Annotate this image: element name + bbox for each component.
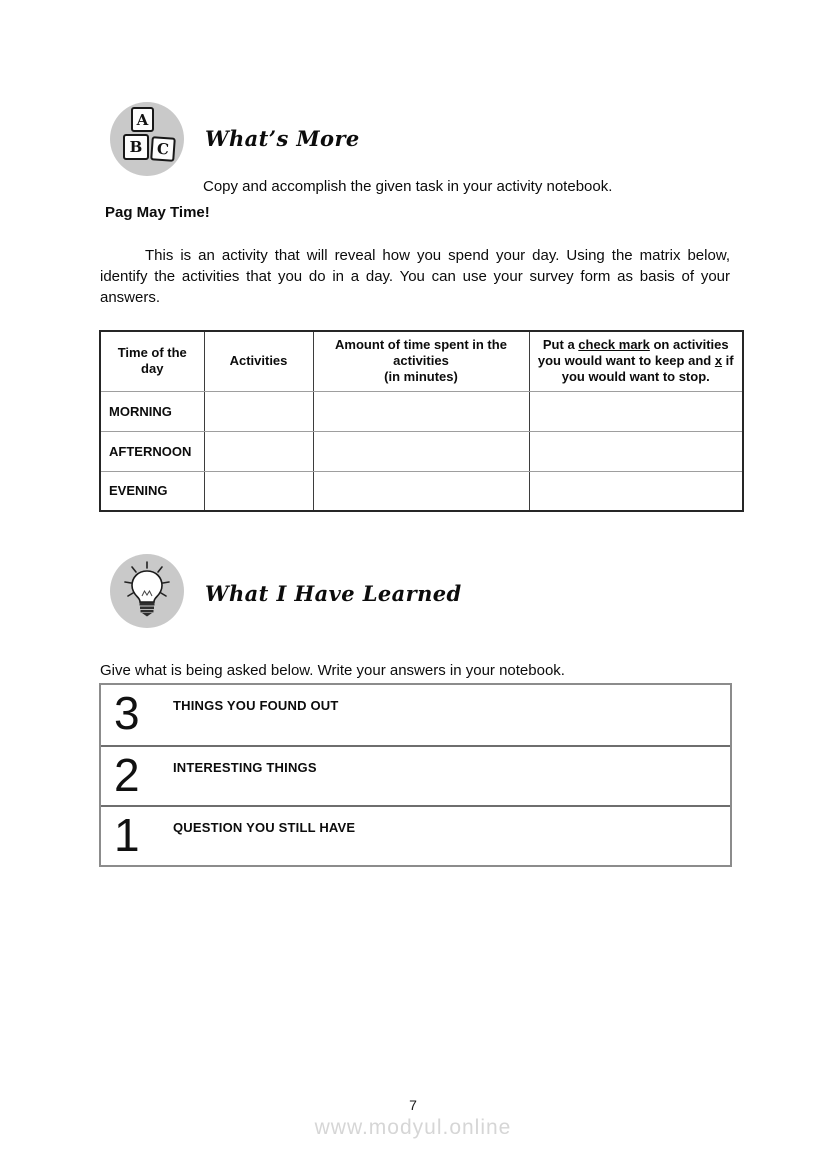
matrix-cell-empty: [204, 431, 313, 471]
three-two-one-instruction: Give what is being asked below. Write your answers in your notebook.: [100, 662, 565, 679]
matrix-cell-empty: [529, 391, 743, 431]
matrix-header-check-mark: [529, 331, 743, 391]
matrix-row-label-morning: MORNING: [100, 391, 204, 431]
matrix-cell-empty: [204, 471, 313, 511]
check-mark-header-part3: if you would want to stop.: [561, 353, 734, 385]
activity-title: Pag May Time!: [105, 204, 210, 221]
matrix-cell-empty: [313, 471, 529, 511]
matrix-cell-empty: [313, 391, 529, 431]
activity-description: This is an activity that will reveal how you spend your day. Using the matrix below, identify the activities that you do in a day. You can use your survey form as basis of your answers.: [100, 247, 730, 306]
row-label-things-found-out: THINGS YOU FOUND OUT: [173, 698, 339, 713]
lightbulb-icon: [110, 554, 184, 628]
row-number-3: 3: [114, 687, 140, 739]
abc-block-c: C: [150, 136, 176, 162]
matrix-cell-empty: [204, 391, 313, 431]
matrix-row-morning: [100, 391, 743, 431]
lightbulb-graphic: [110, 554, 184, 628]
matrix-header-row: [100, 331, 743, 391]
matrix-row-evening: [100, 471, 743, 511]
three-two-one-row-2: [101, 745, 730, 805]
three-two-one-row-1: [101, 805, 730, 865]
matrix-cell-empty: [529, 471, 743, 511]
watermark-text: www.modyul.online: [314, 1116, 512, 1139]
row-label-question-still-have: QUESTION YOU STILL HAVE: [173, 820, 356, 835]
intro-text: Copy and accomplish the given task in your activity notebook.: [203, 178, 613, 195]
abc-blocks-icon: [110, 102, 184, 176]
page-number: 7: [409, 1097, 417, 1113]
matrix-header-activities: Activities: [204, 331, 313, 391]
row-label-interesting-things: INTERESTING THINGS: [173, 760, 317, 775]
matrix-cell-empty: [313, 431, 529, 471]
abc-block-a: A: [131, 107, 154, 132]
row-number-2: 2: [114, 749, 140, 801]
abc-block-b: B: [123, 134, 149, 160]
three-two-one-row-3: [101, 685, 730, 745]
matrix-row-afternoon: [100, 431, 743, 471]
matrix-header-amount-of-time: [313, 331, 529, 391]
check-mark-header-part1: Put a: [542, 337, 579, 353]
section-heading-whats-more: What’s More: [205, 126, 360, 151]
matrix-header-amount-line1: Amount of time spent in the activities: [335, 337, 507, 369]
matrix-cell-empty: [529, 431, 743, 471]
matrix-header-time-of-day: Time of the day: [100, 331, 204, 391]
section-heading-what-i-have-learned: What I Have Learned: [205, 581, 462, 606]
matrix-row-label-evening: EVENING: [100, 471, 204, 511]
time-matrix-table: [99, 330, 744, 512]
check-mark-header-part2: on activities you would want to keep and: [537, 337, 729, 369]
matrix-row-label-afternoon: AFTERNOON: [100, 431, 204, 471]
check-mark-header-underlined2: x: [714, 353, 723, 369]
three-two-one-table: [99, 683, 732, 867]
row-number-1: 1: [114, 809, 140, 861]
matrix-header-amount-line2: (in minutes): [384, 369, 458, 385]
check-mark-header-underlined1: check mark: [578, 337, 650, 353]
